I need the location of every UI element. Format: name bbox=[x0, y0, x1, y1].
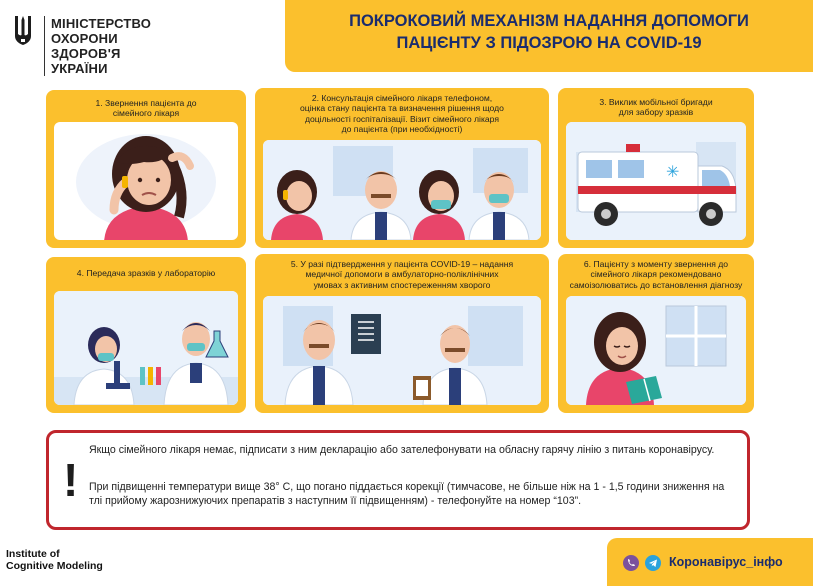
telegram-icon[interactable] bbox=[645, 555, 661, 571]
ministry-logo bbox=[10, 8, 250, 78]
important-notice bbox=[46, 430, 750, 530]
step-illustration bbox=[54, 122, 238, 240]
step-illustration bbox=[263, 140, 541, 240]
ambulance-illustration bbox=[566, 122, 746, 240]
step-title: 2. Консультація сімейного лікаря телефоном, оцінка стану пацієнта та визначення рішення щодо доцільності госпіталізації. Візит сімейного лікаря до пацієнта (при необхідності) bbox=[300, 93, 504, 135]
self-isolation-illustration bbox=[566, 296, 746, 405]
trident-icon bbox=[12, 14, 34, 48]
notice-text-temperature: При підвищенні температури вище 38° С, що погано піддається корекції (тимчасове, не більше ніж на 1 - 1,5 години зниження на тлі прийому жарознижуючих препаратів з наступним її підвищенням) - телефонуйте на номер “103”. bbox=[89, 481, 725, 507]
channel-name[interactable]: Коронавірус_інфо bbox=[669, 555, 783, 569]
page-title: ПОКРОКОВИЙ МЕХАНІЗМ НАДАННЯ ДОПОМОГИ ПАЦІЄНТУ З ПІДОЗРОЮ НА COVID-19 bbox=[349, 12, 749, 52]
step-card-1 bbox=[46, 90, 246, 248]
step-card-6 bbox=[558, 254, 754, 413]
step-title: 6. Пацієнту з моменту звернення до сімейного лікаря рекомендовано самоізолюватись до встановлення діагнозу bbox=[569, 259, 743, 290]
exclamation-icon: ! bbox=[63, 454, 79, 506]
step-illustration bbox=[54, 291, 238, 405]
step-title: 1. Звернення пацієнта до сімейного лікаря bbox=[95, 98, 197, 119]
svg-text:✳: ✳ bbox=[666, 162, 680, 181]
step-illustration bbox=[566, 296, 746, 405]
laboratory-illustration bbox=[54, 291, 238, 405]
step-card-2 bbox=[255, 88, 549, 248]
doctors-illustration bbox=[263, 296, 541, 405]
step-title: 3. Виклик мобільної бригади для забору зразків bbox=[599, 97, 713, 118]
doctor-consultation-illustration bbox=[263, 140, 541, 240]
viber-icon[interactable] bbox=[623, 555, 639, 571]
step-card-5 bbox=[255, 254, 549, 413]
patient-headache-illustration bbox=[54, 122, 238, 240]
step-title: 4. Передача зразків у лабораторію bbox=[76, 268, 216, 278]
title-band bbox=[285, 0, 813, 72]
step-illustration bbox=[263, 296, 541, 405]
notice-text-declaration: Якщо сімейного лікаря немає, підписати з ним декларацію або зателефонувати на обласну гарячу лінію з питань коронавірусу. bbox=[89, 444, 715, 456]
step-title: 5. У разі підтвердження у пацієнта COVID-19 – надання медичної допомоги в амбулаторно-поліклінічних умовах з активним спостереженням хворого bbox=[290, 259, 514, 290]
ministry-name: МІНІСТЕРСТВО ОХОРОНИ ЗДОРОВ'Я УКРАЇНИ bbox=[44, 16, 151, 76]
institute-logo: Institute of Cognitive Modeling bbox=[6, 548, 103, 572]
step-illustration bbox=[566, 122, 746, 240]
coronavirus-info-channel[interactable] bbox=[607, 538, 813, 586]
step-card-4 bbox=[46, 257, 246, 413]
step-card-3 bbox=[558, 88, 754, 248]
